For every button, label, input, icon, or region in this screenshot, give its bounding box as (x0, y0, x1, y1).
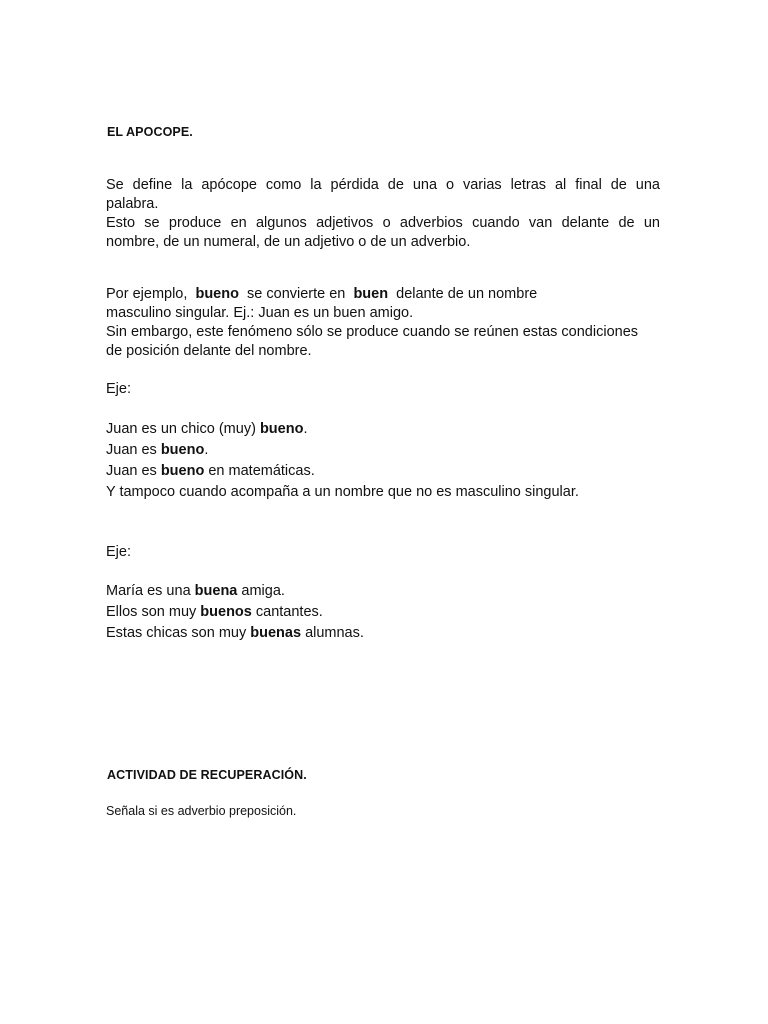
example-bold: bueno (160, 463, 205, 479)
example-bold: bueno (160, 442, 205, 458)
example-bold: bueno (259, 421, 304, 437)
activity-instruction: Señala si es adverbio preposición. (106, 804, 297, 818)
example-intro-line-4: de posición delante del nombre. (106, 343, 312, 359)
example-intro-bold-bueno: bueno (195, 286, 239, 302)
example-intro-line-3: Sin embargo, este fenómeno sólo se produce cuando se reúnen estas condiciones (106, 324, 639, 340)
definition-line-3: Esto se produce en algunos adjetivos o adverbios cuando van delante de un (106, 215, 660, 231)
example-intro-paragraph (106, 285, 660, 361)
eje-label-1: Eje: (106, 381, 131, 397)
example-text: alumnas. (305, 625, 364, 641)
activity-title: ACTIVIDAD DE RECUPERACIÓN. (107, 768, 307, 782)
example-bold: buenos (200, 604, 252, 620)
example-text: . (303, 421, 308, 437)
example-bold: buenas (250, 625, 302, 641)
example-bold: buena (194, 583, 238, 599)
definition-line-1: Se define la apócope como la pérdida de una o varias letras al final de una (106, 177, 660, 193)
examples-list-1 (106, 419, 660, 503)
example-item (106, 623, 660, 644)
example-item (106, 440, 660, 461)
example-item (106, 581, 660, 602)
example-text: María es una (106, 583, 191, 599)
example-intro-text-b: se convierte en (247, 286, 346, 302)
eje-label-2: Eje: (106, 544, 131, 560)
definition-line-4: nombre, de un numeral, de un adjetivo o de un adverbio. (106, 234, 471, 250)
examples-note: Y tampoco cuando acompaña a un nombre que no es masculino singular. (106, 484, 579, 500)
example-text: . (204, 442, 209, 458)
example-intro-line-2: masculino singular. Ej.: Juan es un buen amigo. (106, 305, 414, 321)
example-text: en matemáticas. (208, 463, 315, 479)
example-item (106, 419, 660, 440)
document-title: EL APOCOPE. (107, 125, 193, 139)
definition-line-2: palabra. (106, 196, 159, 212)
example-text: Ellos son muy (106, 604, 197, 620)
example-intro-bold-buen: buen (353, 286, 389, 302)
examples-list-2 (106, 581, 660, 644)
example-intro-text-a: Por ejemplo, (106, 286, 188, 302)
example-intro-text-c: delante de un nombre (396, 286, 538, 302)
example-text: Estas chicas son muy (106, 625, 247, 641)
example-text: Juan es un chico (muy) (106, 421, 256, 437)
example-intro-line-1 (106, 285, 660, 304)
example-text: Juan es (106, 463, 157, 479)
example-item (106, 602, 660, 623)
example-text: amiga. (241, 583, 285, 599)
example-text: cantantes. (255, 604, 323, 620)
definition-paragraph (106, 176, 660, 252)
example-item (106, 461, 660, 482)
example-text: Juan es (106, 442, 157, 458)
